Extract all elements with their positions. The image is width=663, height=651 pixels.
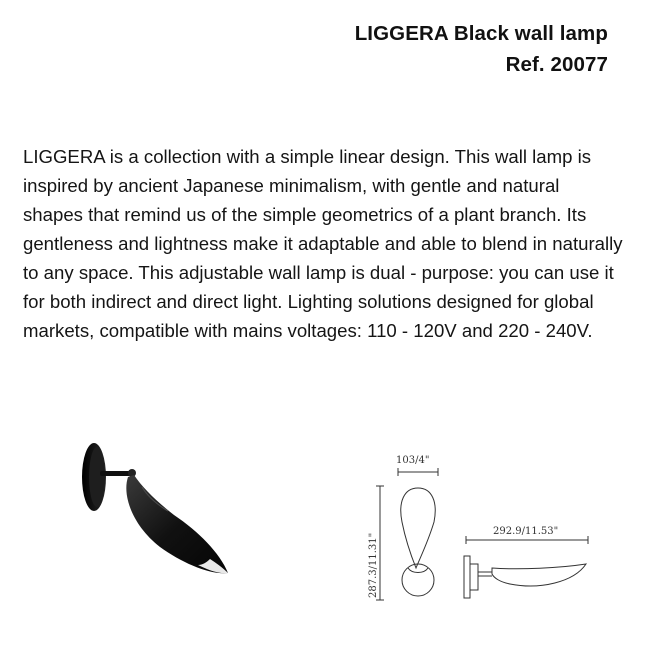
lamp-photo [70, 435, 245, 585]
front-view-shade [401, 488, 435, 568]
product-header [355, 18, 608, 80]
depth-dimension-label: 292.9/11.53" [493, 526, 559, 537]
lamp-shade [126, 475, 228, 573]
lamp-arm [100, 471, 132, 476]
product-description: LIGGERA is a collection with a simple linear design. This wall lamp is inspired by ancient Japanese minimalism, with gentle and natural shapes that remind us of the simple geometrics of a plant branch. Its gentleness and lightness make it adaptable and able to blend in naturally to any space. This adjustable wall lamp is dual - purpose: you can use it for both indirect and direct light. Lighting solutions designed for global markets, compatible with mains voltages: 110 - 120V and 220 - 240V. [23, 146, 623, 341]
width-dimension-label: 103/4" [396, 455, 430, 466]
product-reference: Ref. 20077 [505, 53, 608, 76]
dimension-drawing [360, 450, 600, 610]
height-dimension-label: 287.3/11.31" [368, 532, 379, 598]
product-title: LIGGERA Black wall lamp [354, 22, 608, 45]
side-view-shade [492, 564, 586, 586]
side-view-plate [464, 556, 470, 598]
front-view-base [402, 564, 434, 596]
